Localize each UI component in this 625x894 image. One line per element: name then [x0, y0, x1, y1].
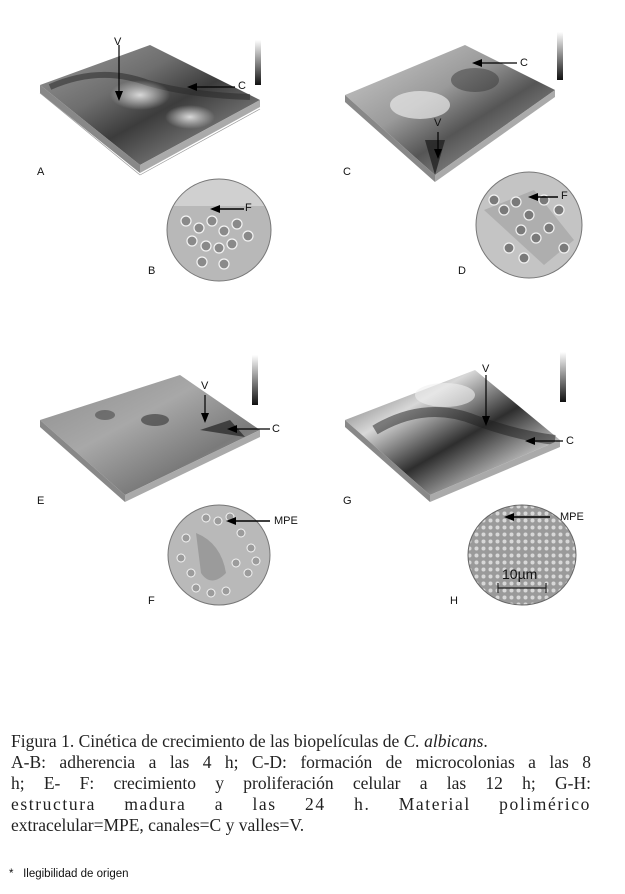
arrow-label-f: F: [561, 190, 568, 202]
afm-surface-g: [335, 340, 595, 505]
panel-label-c: C: [343, 166, 351, 178]
footnote: [9, 868, 129, 880]
arrow-label-mpe: MPE: [274, 515, 298, 527]
panel-label-b: B: [148, 265, 156, 277]
caption-line-1: Figura 1. Cinética de crecimiento de las biopelículas de C. albicans.: [11, 731, 488, 751]
scale-bar-label: 10µm: [502, 566, 538, 582]
panel-label-g: G: [343, 495, 352, 507]
afm-surface-a: [30, 25, 295, 185]
arrow-label-mpe: MPE: [560, 511, 584, 523]
panel-label-d: D: [458, 265, 466, 277]
micrograph-b: [164, 176, 274, 284]
arrow-label-c: C: [272, 423, 280, 435]
arrow-label-v: V: [482, 363, 490, 375]
caption-line-3: h; E- F: crecimiento y proliferación celular a las 12 h; G-H:: [11, 773, 591, 793]
footnote-text: Ilegibilidad de origen: [23, 868, 129, 880]
species-name: C. albicans: [403, 731, 484, 751]
arrow-label-c: C: [566, 435, 574, 447]
arrow-label-c: C: [238, 80, 246, 92]
caption-line-4: estructura madura a las 24 h. Material polimérico: [11, 794, 591, 814]
arrow-label-v: V: [434, 117, 442, 129]
panel-label-e: E: [37, 495, 45, 507]
micrograph-d: [474, 170, 584, 280]
arrow-label-f: F: [245, 202, 252, 214]
arrow-label-c: C: [520, 57, 528, 69]
afm-surface-c: [335, 20, 595, 185]
footnote-marker: *: [9, 868, 14, 880]
caption-line-5: extracelular=MPE, canales=C y valles=V.: [11, 815, 305, 835]
panel-label-h: H: [450, 595, 458, 607]
arrow-label-v: V: [114, 36, 122, 48]
arrow-label-v: V: [201, 380, 209, 392]
figure-caption: [11, 731, 591, 836]
micrograph-f: [166, 503, 272, 607]
afm-surface-e: [30, 345, 295, 505]
panel-label-a: A: [37, 166, 45, 178]
caption-line-2: A-B: adherencia a las 4 h; C-D: formación de microcolonias a las 8: [11, 752, 591, 772]
panel-label-f: F: [148, 595, 155, 607]
